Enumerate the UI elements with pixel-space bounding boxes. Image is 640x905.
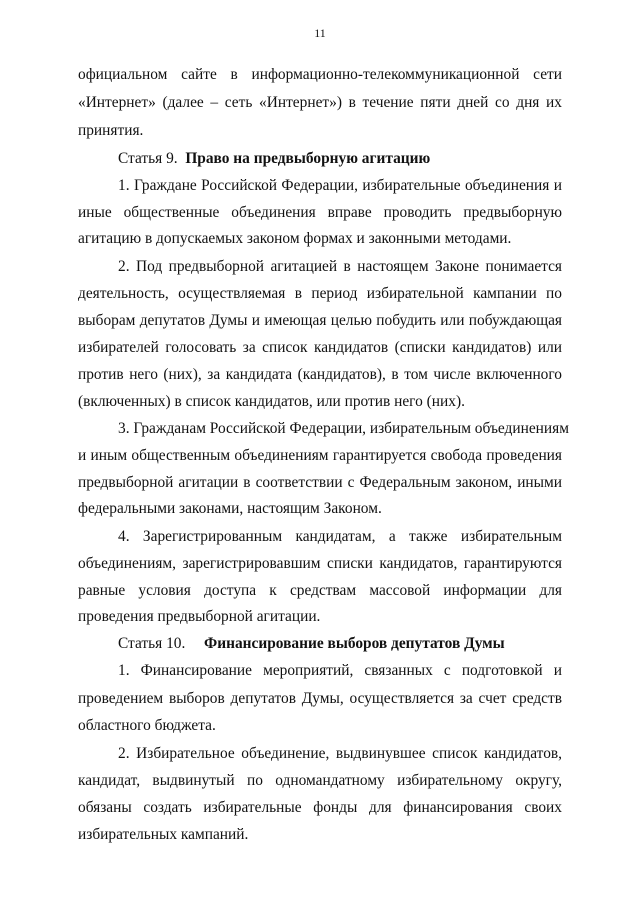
- text-line: кандидат, выдвинутый по одномандатному избирательному округу,: [78, 772, 562, 789]
- text-line: избирателей голосовать за список кандидатов (списки кандидатов) или: [78, 339, 562, 356]
- text-line: объединениям, зарегистрировавшим списки кандидатов, гарантируются: [78, 555, 562, 572]
- text-line: 2. Под предвыборной агитацией в настоящем Законе понимается: [118, 258, 562, 275]
- page-number: 11: [314, 26, 326, 40]
- article-label: Статья 9.: [118, 150, 178, 167]
- text-line: 3. Гражданам Российской Федерации, избирательным объединениям: [118, 420, 569, 437]
- text-line: проведением выборов депутатов Думы, осуществляется за счет средств: [78, 690, 562, 707]
- text-line: избирательных кампаний.: [78, 826, 249, 843]
- article-9-heading: [118, 150, 562, 168]
- text-line: 1. Финансирование мероприятий, связанных с подготовкой и: [118, 662, 562, 679]
- text-line: деятельность, осуществляемая в период избирательной кампании по: [78, 285, 562, 302]
- text-line: «Интернет» (далее – сеть «Интернет») в течение пяти дней со дня их: [78, 94, 562, 111]
- text-line: равные условия доступа к средствам массовой информации для: [78, 582, 562, 599]
- text-line: и иным общественным объединениям гарантируется свобода проведения: [78, 447, 562, 464]
- article-title: Финансирование выборов депутатов Думы: [204, 635, 505, 652]
- article-10-heading: [118, 635, 562, 653]
- article-label: Статья 10.: [118, 635, 186, 652]
- text-line: агитацию в допускаемых законом формах и законными методами.: [78, 230, 512, 247]
- text-line: проведения предвыборной агитации.: [78, 608, 321, 625]
- text-line: обязаны создать избирательные фонды для финансирования своих: [78, 799, 562, 816]
- text-line: 2. Избирательное объединение, выдвинувшее список кандидатов,: [118, 745, 562, 762]
- text-line: (включенных) в список кандидатов, или против него (них).: [78, 393, 465, 410]
- article-title: Право на предвыборную агитацию: [185, 150, 431, 167]
- text-line: официальном сайте в информационно-телекоммуникационной сети: [78, 66, 562, 83]
- text-line: предвыборной агитации в соответствии с Федеральным законом, иными: [78, 474, 562, 491]
- text-line: областного бюджета.: [78, 717, 216, 734]
- text-line: федеральными законами, настоящим Законом.: [78, 500, 382, 517]
- text-line: 1. Граждане Российской Федерации, избирательные объединения и: [118, 177, 562, 194]
- text-line: иные общественные объединения вправе проводить предвыборную: [78, 204, 562, 221]
- text-line: против него (них), за кандидата (кандидатов), в том числе включенного: [78, 366, 562, 383]
- text-line: принятия.: [78, 122, 144, 139]
- text-line: выборам депутатов Думы и имеющая целью побудить или побуждающая: [78, 312, 562, 329]
- text-line: 4. Зарегистрированным кандидатам, а также избирательным: [118, 528, 562, 545]
